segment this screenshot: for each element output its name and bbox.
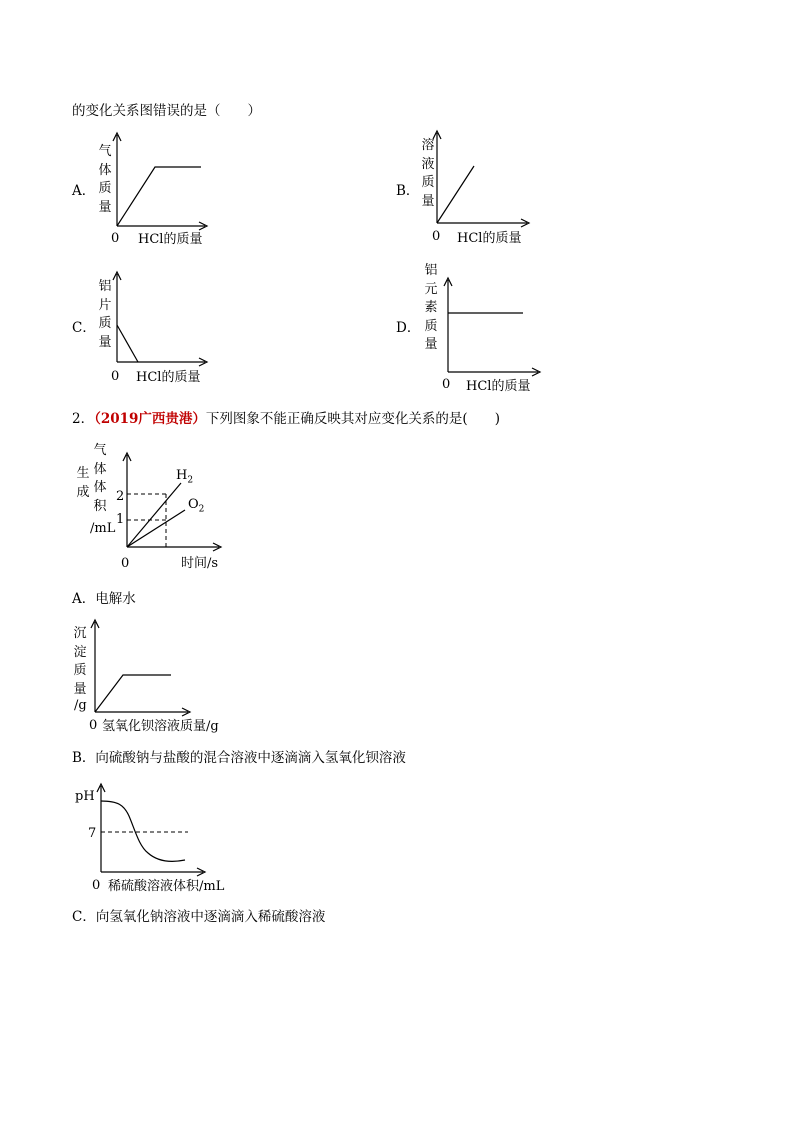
q1-a-origin: 0 xyxy=(111,231,120,246)
q2-a-unit: /mL xyxy=(90,521,116,536)
q2-a-o2-label: $O_2$ xyxy=(188,497,205,515)
q1-a-xlabel: HCl的质量 xyxy=(138,232,203,247)
q2-a-origin: 0 xyxy=(121,556,130,571)
q1-b-origin: 0 xyxy=(432,229,441,244)
q2-b-unit: /g xyxy=(74,698,87,713)
q2-option-a: A．电解水 xyxy=(72,591,136,607)
q2-a-h2-label: $H_2$ xyxy=(176,468,194,486)
q2-c-origin: 0 xyxy=(92,878,101,893)
q2-number: 2． xyxy=(72,411,95,427)
q2-b-xlabel: 氢氧化钡溶液质量/g xyxy=(102,719,219,734)
q2-a-tick-1: 1 xyxy=(116,512,125,527)
q1-option-a-letter: A． xyxy=(72,183,96,199)
q2-c-tick-7: 7 xyxy=(88,826,97,841)
q2-a-ylabel-right: 气体体积 xyxy=(93,443,107,514)
q2-option-c: C．向氢氧化钠溶液中逐滴滴入稀硫酸溶液 xyxy=(72,909,326,925)
q2-a-xlabel: 时间/s xyxy=(181,556,219,571)
q2-option-b: B．向硫酸钠与盐酸的混合溶液中逐滴滴入氢氧化钡溶液 xyxy=(72,750,406,766)
q2-c-ylabel: pH xyxy=(75,789,95,804)
q1-d-ylabel: 铝元素质量 xyxy=(424,263,438,352)
q2-b-ylabel: 沉淀质量 xyxy=(73,626,87,697)
q1-b-xlabel: HCl的质量 xyxy=(457,231,522,246)
q1-b-ylabel: 溶液质量 xyxy=(421,138,435,209)
q2-a-tick-2: 2 xyxy=(116,489,125,504)
q1-stem-tail: 的变化关系图错误的是（ ） xyxy=(72,103,261,119)
q2-source: （2019广西贵港） xyxy=(94,411,206,427)
q1-c-xlabel: HCl的质量 xyxy=(136,370,201,385)
q1-d-xlabel: HCl的质量 xyxy=(466,379,531,394)
q1-option-c-letter: C． xyxy=(72,320,96,336)
q2-c-xlabel: 稀硫酸溶液体积/mL xyxy=(108,879,225,894)
q1-option-b-letter: B． xyxy=(396,183,420,199)
q2-a-ylabel-left: 生成 xyxy=(76,466,90,500)
q2-c-curve xyxy=(101,801,185,861)
q1-a-ylabel: 气体质量 xyxy=(98,144,112,215)
q1-c-ylabel: 铝片质量 xyxy=(98,279,112,350)
q2-b-origin: 0 xyxy=(89,718,98,733)
q1-d-origin: 0 xyxy=(442,377,451,392)
q1-option-d-letter: D． xyxy=(396,320,421,336)
q1-c-origin: 0 xyxy=(111,369,120,384)
q2-stem: 下列图象不能正确反映其对应变化关系的是( ) xyxy=(205,411,500,427)
